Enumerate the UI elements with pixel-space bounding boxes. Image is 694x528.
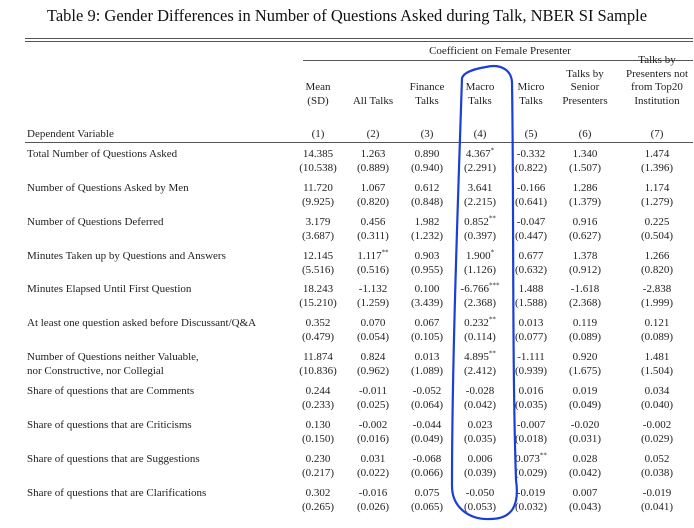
- stderr-cell: [625, 330, 689, 344]
- cell-value: (1.279): [640, 196, 674, 208]
- stderr-cell: [553, 229, 617, 243]
- cell-value: (2.368): [568, 297, 602, 309]
- column-number-7: (7): [650, 128, 664, 140]
- cell-value: (0.089): [568, 331, 602, 343]
- column-header-2: [345, 95, 401, 109]
- column-header-1: [287, 81, 349, 108]
- cell-value: (1.999): [640, 297, 674, 309]
- column-header-line: Talks by: [566, 67, 604, 80]
- cell-value: (0.265): [301, 501, 335, 513]
- cell-value: 0.006: [467, 453, 493, 465]
- cell-value: (0.066): [410, 467, 444, 479]
- stderr-cell: [625, 195, 689, 209]
- cell-value: -0.166: [516, 182, 546, 194]
- cell-value: 1.067: [360, 182, 386, 194]
- row-label: Number of Questions neither Valuable,: [27, 351, 199, 363]
- cell-value: (0.016): [356, 433, 390, 445]
- stderr-cell: [553, 364, 617, 378]
- cell-value: 0.013: [414, 351, 440, 363]
- stderr-cell: [553, 161, 617, 175]
- cell-value: 14.385: [302, 148, 334, 160]
- cell-value: 0.028: [572, 453, 598, 465]
- cell-value: (2.291): [463, 162, 497, 174]
- row-label: At least one question asked before Discussant/Q&A: [27, 317, 257, 329]
- cell-value: (0.114): [464, 331, 496, 343]
- row-label: nor Constructive, nor Collegial: [27, 365, 164, 377]
- cell-value: 3.641: [467, 182, 493, 194]
- cell-value: 1.900: [465, 250, 491, 262]
- column-number-4: (4): [473, 128, 487, 140]
- cell-value: 0.920: [572, 351, 598, 363]
- stderr-cell: [553, 195, 617, 209]
- column-header-line: Presenters not: [625, 67, 688, 80]
- cell-value: (0.018): [514, 433, 548, 445]
- significance-stars: **: [488, 349, 496, 358]
- cell-value: 1.474: [644, 148, 670, 160]
- cell-value: (0.447): [514, 230, 548, 242]
- significance-stars: **: [381, 248, 389, 257]
- column-header-line: All Talks: [352, 94, 394, 107]
- cell-value: 0.456: [360, 216, 386, 228]
- estimate-cell: [625, 486, 689, 500]
- cell-value: (0.042): [463, 399, 497, 411]
- row-label: Minutes Elapsed Until First Question: [27, 283, 192, 295]
- cell-value: (0.053): [463, 501, 497, 513]
- cell-value: (1.588): [514, 297, 548, 309]
- cell-value: (0.820): [356, 196, 390, 208]
- cell-value: 0.890: [414, 148, 440, 160]
- column-header-line: Talks by: [638, 54, 676, 66]
- cell-value: -0.332: [516, 148, 546, 160]
- row-label: Number of Questions Deferred: [27, 216, 164, 228]
- significance-stars: *: [490, 146, 495, 155]
- cell-value: (0.029): [514, 467, 548, 479]
- stderr-cell: [625, 161, 689, 175]
- column-number-1: (1): [311, 128, 325, 140]
- cell-value: 0.232: [464, 317, 489, 329]
- cell-value: (0.049): [568, 399, 602, 411]
- cell-value: (0.042): [568, 467, 602, 479]
- cell-value: 0.352: [305, 317, 331, 329]
- column-header-line: Institution: [634, 94, 680, 107]
- stderr-cell: [625, 263, 689, 277]
- estimate-cell: [625, 384, 689, 398]
- cell-value: (0.031): [568, 433, 602, 445]
- cell-value: 0.031: [360, 453, 386, 465]
- row-label: Number of Questions Asked by Men: [27, 182, 189, 194]
- cell-value: (0.029): [640, 433, 674, 445]
- cell-value: 0.034: [644, 385, 670, 397]
- cell-value: (0.516): [356, 264, 390, 276]
- cell-value: -1.618: [570, 283, 600, 295]
- stderr-cell: [625, 398, 689, 412]
- cell-value: (0.641): [514, 196, 548, 208]
- row-label: Minutes Taken up by Questions and Answers: [27, 250, 226, 262]
- cell-value: -0.050: [465, 487, 495, 499]
- cell-value: -0.016: [358, 487, 388, 499]
- stderr-cell: [625, 466, 689, 480]
- top-rule: [25, 38, 693, 39]
- cell-value: 0.121: [644, 317, 670, 329]
- estimate-cell: [553, 418, 617, 432]
- cell-value: (0.105): [410, 331, 444, 343]
- cell-value: 3.179: [305, 216, 331, 228]
- cell-value: (0.940): [410, 162, 444, 174]
- estimate-cell: [553, 486, 617, 500]
- estimate-cell: [625, 452, 689, 466]
- estimate-cell: [625, 282, 689, 296]
- cell-value: -0.019: [516, 487, 546, 499]
- significance-stars: **: [539, 451, 547, 460]
- stderr-cell: [625, 500, 689, 514]
- cell-value: 0.130: [305, 419, 331, 431]
- cell-value: 0.070: [360, 317, 386, 329]
- estimate-cell: [625, 350, 689, 364]
- cell-value: 0.612: [414, 182, 440, 194]
- table-title: Table 9: Gender Differences in Number of Questions Asked during Talk, NBER SI Sample: [46, 6, 648, 25]
- cell-value: -0.052: [412, 385, 442, 397]
- row-label: Share of questions that are Clarifications: [27, 487, 207, 499]
- column-header-line: (SD): [307, 94, 329, 107]
- estimate-cell: [553, 249, 617, 263]
- cell-value: (0.049): [410, 433, 444, 445]
- cell-value: (0.822): [514, 162, 548, 174]
- cell-value: 0.023: [467, 419, 493, 431]
- cell-value: 0.007: [572, 487, 598, 499]
- cell-value: 4.367: [465, 148, 491, 160]
- column-header-line: Talks: [468, 94, 492, 107]
- cell-value: 1.340: [572, 148, 598, 160]
- estimate-cell: [553, 452, 617, 466]
- cell-value: (0.077): [514, 331, 548, 343]
- cell-value: 0.119: [572, 317, 598, 329]
- cell-value: (0.632): [514, 264, 548, 276]
- cell-value: -0.011: [358, 385, 387, 397]
- cell-value: (0.064): [410, 399, 444, 411]
- cell-value: (0.311): [357, 230, 389, 242]
- column-header-5: [508, 81, 554, 108]
- cell-value: (0.848): [410, 196, 444, 208]
- cell-value: 0.824: [360, 351, 386, 363]
- cell-value: (1.379): [568, 196, 602, 208]
- estimate-cell: [553, 350, 617, 364]
- estimate-cell: [625, 215, 689, 229]
- stderr-cell: [553, 432, 617, 446]
- column-header-line: Finance: [409, 81, 445, 93]
- cell-value: 0.302: [305, 487, 331, 499]
- cell-value: (1.089): [410, 365, 444, 377]
- estimate-cell: [625, 147, 689, 161]
- column-number-5: (5): [524, 128, 538, 140]
- cell-value: (0.040): [640, 399, 674, 411]
- cell-value: (0.397): [463, 230, 497, 242]
- cell-value: (1.507): [568, 162, 602, 174]
- row-label: Share of questions that are Suggestions: [27, 453, 200, 465]
- cell-value: 4.895: [464, 351, 489, 363]
- stderr-cell: [625, 229, 689, 243]
- cell-value: (0.962): [356, 365, 390, 377]
- cell-value: -0.047: [516, 216, 546, 228]
- cell-value: (9.925): [301, 196, 335, 208]
- cell-value: -0.007: [516, 419, 546, 431]
- cell-value: (2.215): [463, 196, 497, 208]
- estimate-cell: [553, 316, 617, 330]
- cell-value: (0.150): [301, 433, 335, 445]
- column-header-4: [455, 81, 505, 108]
- significance-stars: **: [488, 214, 496, 223]
- cell-value: 0.916: [572, 216, 598, 228]
- header-rule: [25, 142, 693, 143]
- cell-value: (1.396): [640, 162, 674, 174]
- cell-value: 0.677: [518, 250, 544, 262]
- cell-value: (0.820): [640, 264, 674, 276]
- column-header-3: [402, 81, 452, 108]
- cell-value: (0.955): [410, 264, 444, 276]
- cell-value: 0.225: [644, 216, 670, 228]
- column-header-line: Mean: [305, 81, 331, 93]
- cell-value: 1.481: [644, 351, 670, 363]
- group-label: Coefficient on Female Presenter: [429, 45, 571, 57]
- cell-value: (0.217): [301, 467, 335, 479]
- cell-value: -0.002: [358, 419, 388, 431]
- estimate-cell: [553, 282, 617, 296]
- significance-stars: **: [488, 315, 496, 324]
- stderr-cell: [553, 398, 617, 412]
- cell-value: (0.032): [514, 501, 548, 513]
- estimate-cell: [553, 215, 617, 229]
- cell-value: 11.720: [303, 182, 333, 194]
- cell-value: (0.479): [301, 331, 335, 343]
- cell-value: (1.504): [640, 365, 674, 377]
- column-header-line: Talks: [415, 94, 439, 107]
- cell-value: 1.174: [644, 182, 670, 194]
- row-label: Share of questions that are Criticisms: [27, 419, 192, 431]
- column-header-6: [554, 68, 616, 109]
- row-label: Share of questions that are Comments: [27, 385, 195, 397]
- estimate-cell: [553, 147, 617, 161]
- cell-value: (0.889): [356, 162, 390, 174]
- column-header-line: Senior: [570, 81, 600, 93]
- stderr-cell: [553, 500, 617, 514]
- cell-value: (1.126): [463, 264, 497, 276]
- cell-value: (0.039): [463, 467, 497, 479]
- stderr-cell: [553, 296, 617, 310]
- cell-value: -6.766: [460, 283, 489, 295]
- cell-value: 0.244: [305, 385, 331, 397]
- cell-value: -1.132: [358, 283, 388, 295]
- cell-value: (5.516): [301, 264, 335, 276]
- estimate-cell: [625, 418, 689, 432]
- cell-value: (0.089): [640, 331, 674, 343]
- cell-value: (0.939): [514, 365, 548, 377]
- estimate-cell: [553, 181, 617, 195]
- stderr-cell: [553, 263, 617, 277]
- stderr-cell: [553, 330, 617, 344]
- cell-value: 0.100: [414, 283, 440, 295]
- cell-value: (0.035): [463, 433, 497, 445]
- cell-value: (3.439): [410, 297, 444, 309]
- cell-value: (0.038): [640, 467, 674, 479]
- estimate-cell: [553, 384, 617, 398]
- cell-value: -1.111: [517, 351, 545, 363]
- stderr-cell: [625, 296, 689, 310]
- column-number-3: (3): [420, 128, 434, 140]
- cell-value: (10.836): [299, 365, 337, 377]
- column-header-line: Presenters: [562, 94, 608, 107]
- cell-value: (1.232): [410, 230, 444, 242]
- cell-value: (2.368): [463, 297, 497, 309]
- dependent-variable-heading: Dependent Variable: [27, 128, 114, 140]
- significance-stars: ***: [488, 281, 500, 290]
- cell-value: -0.068: [412, 453, 442, 465]
- cell-value: 0.013: [518, 317, 544, 329]
- cell-value: 0.073: [515, 453, 540, 465]
- significance-stars: *: [490, 248, 495, 257]
- cell-value: (0.043): [568, 501, 602, 513]
- column-header-line: Macro: [465, 81, 495, 93]
- cell-value: (0.233): [301, 399, 335, 411]
- column-header-7: [619, 54, 694, 108]
- stderr-cell: [625, 364, 689, 378]
- cell-value: 0.016: [518, 385, 544, 397]
- cell-value: 18.243: [302, 283, 334, 295]
- cell-value: (0.025): [356, 399, 390, 411]
- cell-value: 0.019: [572, 385, 598, 397]
- cell-value: 1.982: [414, 216, 440, 228]
- column-number-2: (2): [366, 128, 380, 140]
- estimate-cell: [625, 181, 689, 195]
- cell-value: (0.035): [514, 399, 548, 411]
- cell-value: (10.538): [299, 162, 337, 174]
- cell-value: 1.263: [360, 148, 386, 160]
- cell-value: -0.020: [570, 419, 600, 431]
- cell-value: (0.627): [568, 230, 602, 242]
- cell-value: 1.117: [357, 250, 382, 262]
- stderr-cell: [553, 466, 617, 480]
- cell-value: (0.041): [640, 501, 674, 513]
- estimate-cell: [625, 249, 689, 263]
- column-number-6: (6): [578, 128, 592, 140]
- cell-value: -0.019: [642, 487, 672, 499]
- cell-value: 0.075: [414, 487, 440, 499]
- cell-value: -0.044: [412, 419, 442, 431]
- cell-value: (3.687): [301, 230, 335, 242]
- cell-value: 1.266: [644, 250, 670, 262]
- cell-value: (1.675): [568, 365, 602, 377]
- cell-value: 1.378: [572, 250, 598, 262]
- cell-value: (0.026): [356, 501, 390, 513]
- cell-value: 12.145: [302, 250, 334, 262]
- row-label: Total Number of Questions Asked: [27, 148, 178, 160]
- cell-value: (0.022): [356, 467, 390, 479]
- cell-value: 1.286: [572, 182, 598, 194]
- cell-value: (15.210): [299, 297, 337, 309]
- top-rule-2: [25, 41, 693, 42]
- cell-value: 1.488: [518, 283, 544, 295]
- cell-value: (2.412): [463, 365, 497, 377]
- cell-value: 0.067: [414, 317, 440, 329]
- cell-value: (0.065): [410, 501, 444, 513]
- cell-value: -0.028: [465, 385, 495, 397]
- cell-value: 0.230: [305, 453, 331, 465]
- cell-value: -2.838: [642, 283, 672, 295]
- cell-value: -0.002: [642, 419, 672, 431]
- cell-value: 0.052: [644, 453, 670, 465]
- column-header-line: from Top20: [631, 81, 683, 93]
- column-header-line: Micro: [517, 81, 545, 93]
- cell-value: (0.912): [568, 264, 602, 276]
- cell-value: (0.504): [640, 230, 674, 242]
- estimate-cell: [625, 316, 689, 330]
- column-header-line: Talks: [519, 94, 543, 107]
- cell-value: 11.874: [303, 351, 333, 363]
- cell-value: 0.852: [464, 216, 489, 228]
- cell-value: (0.054): [356, 331, 390, 343]
- cell-value: (1.259): [356, 297, 390, 309]
- cell-value: 0.903: [414, 250, 440, 262]
- stderr-cell: [625, 432, 689, 446]
